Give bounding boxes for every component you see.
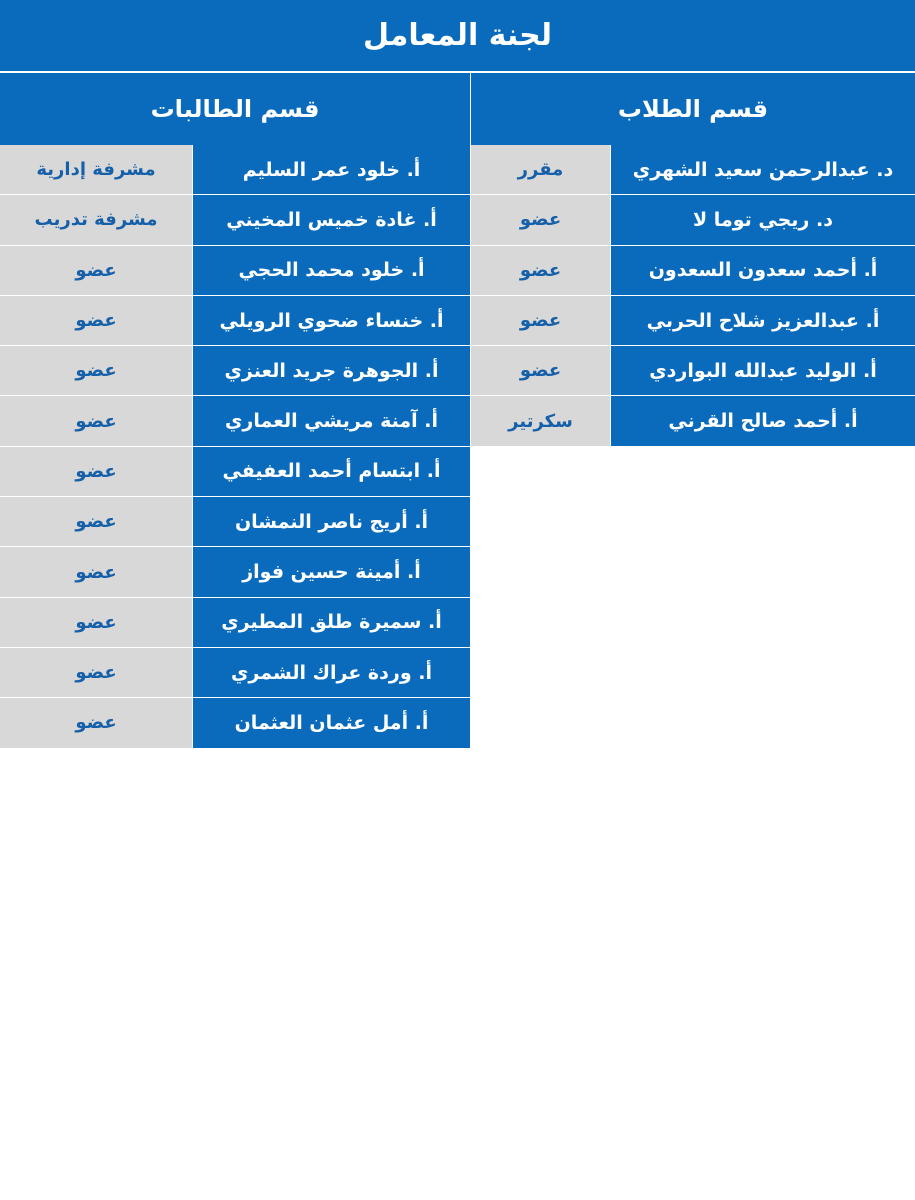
member-name: أ. غادة خميس المخيني (193, 195, 470, 244)
table-row (471, 246, 915, 296)
table-row (0, 396, 470, 446)
member-name: د. عبدالرحمن سعيد الشهري (611, 145, 915, 194)
female-students-section-heading: قسم الطالبات (0, 73, 470, 145)
table-row (0, 598, 470, 648)
member-role: عضو (471, 346, 611, 395)
table-row (0, 195, 470, 245)
member-name: أ. ابتسام أحمد العفيفي (193, 447, 470, 496)
member-role: عضو (471, 195, 611, 244)
member-role: عضو (0, 296, 193, 345)
member-role: عضو (471, 246, 611, 295)
member-role: مشرفة تدريب (0, 195, 193, 244)
students-section-heading: قسم الطلاب (471, 73, 915, 145)
member-role: عضو (471, 296, 611, 345)
table-row (0, 145, 470, 195)
member-name: أ. عبدالعزيز شلاح الحربي (611, 296, 915, 345)
member-name: أ. أمل عثمان العثمان (193, 698, 470, 747)
member-role: عضو (0, 698, 193, 747)
member-role: عضو (0, 346, 193, 395)
member-name: أ. الجوهرة جريد العنزي (193, 346, 470, 395)
member-role: عضو (0, 396, 193, 445)
member-role: عضو (0, 246, 193, 295)
member-role: سكرتير (471, 396, 611, 445)
member-name: أ. خلود محمد الحجي (193, 246, 470, 295)
member-name: أ. آمنة مريشي العماري (193, 396, 470, 445)
member-role: عضو (0, 648, 193, 697)
member-name: أ. أحمد سعدون السعدون (611, 246, 915, 295)
table-row (0, 547, 470, 597)
member-name: أ. خلود عمر السليم (193, 145, 470, 194)
table-row (471, 145, 915, 195)
table-row (0, 447, 470, 497)
table-row (0, 246, 470, 296)
member-name: د. ريجي توما لا (611, 195, 915, 244)
member-name: أ. أحمد صالح القرني (611, 396, 915, 445)
female-students-table (0, 145, 470, 749)
page-title: لجنة المعامل (0, 0, 915, 72)
member-role: عضو (0, 447, 193, 496)
member-name: أ. أريج ناصر النمشان (193, 497, 470, 546)
member-role: مقرر (471, 145, 611, 194)
member-role: مشرفة إدارية (0, 145, 193, 194)
member-name: أ. الوليد عبدالله البواردي (611, 346, 915, 395)
table-row (0, 296, 470, 346)
section-divider (470, 73, 471, 145)
member-name: أ. سميرة طلق المطيري (193, 598, 470, 647)
table-row (0, 698, 470, 748)
member-role: عضو (0, 547, 193, 596)
member-name: أ. وردة عراك الشمري (193, 648, 470, 697)
member-role: عضو (0, 598, 193, 647)
table-row (471, 346, 915, 396)
member-name: أ. خنساء ضحوي الرويلي (193, 296, 470, 345)
students-table (471, 145, 915, 447)
member-role: عضو (0, 497, 193, 546)
table-row (471, 296, 915, 346)
table-row (0, 346, 470, 396)
table-row (0, 497, 470, 547)
member-name: أ. أمينة حسين فواز (193, 547, 470, 596)
table-row (0, 648, 470, 698)
table-row (471, 396, 915, 446)
table-row (471, 195, 915, 245)
